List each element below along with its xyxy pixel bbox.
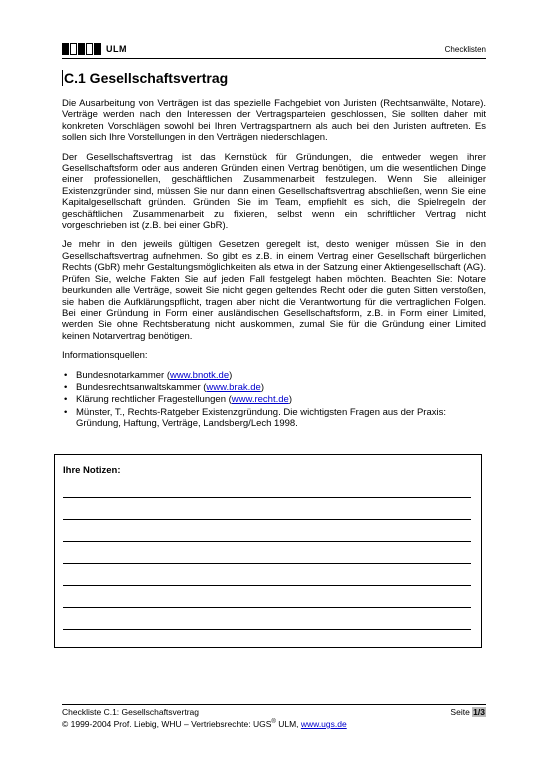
logo-text: ULM <box>106 44 127 54</box>
page-header <box>62 40 486 59</box>
footer-copyright: © 1999-2004 Prof. Liebig, WHU – Vertriebsrechte: UGS® ULM, www.ugs.de <box>62 718 347 729</box>
note-line <box>63 497 471 498</box>
source-link[interactable]: www.bnotk.de <box>169 369 230 381</box>
header-section-label: Checklisten <box>444 45 486 54</box>
note-line <box>63 541 471 542</box>
source-link[interactable]: www.brak.de <box>206 381 261 393</box>
source-link[interactable]: www.recht.de <box>231 394 289 406</box>
document-body <box>62 98 486 431</box>
note-line <box>63 607 471 608</box>
paragraph: Die Ausarbeitung von Verträgen ist das spezielle Fachgebiet von Juristen (Rechtsanwälte, Notare). Verträge werden nach den Interessen der Vertragsparteien geschlossen, Sie sollten daher mit konkreten Vorschlägen sowohl bei Ihren Vertragspartnern als auch bei den Juristen auftreten. Es sollen sich Ihre Vorstellungen in den Verträgen niederschlagen. <box>62 98 486 144</box>
ugs-logo <box>62 42 127 56</box>
notes-box <box>54 454 482 648</box>
notes-label: Ihre Notizen: <box>63 465 121 476</box>
page-title: C.1 Gesellschaftsvertrag <box>64 70 229 86</box>
logo-mark-icon <box>62 43 102 55</box>
list-item: • Bundesrechtsanwaltskammer (www.brak.de) <box>62 382 486 393</box>
note-line <box>63 585 471 586</box>
page-footer <box>62 704 486 729</box>
sources-label: Informationsquellen: <box>62 350 148 362</box>
note-line <box>63 519 471 520</box>
footer-doc-label: Checkliste C.1: Gesellschaftsvertrag <box>62 707 199 717</box>
footer-link[interactable]: www.ugs.de <box>300 718 347 729</box>
list-item: • Bundesnotarkammer (www.bnotk.de) <box>62 370 486 381</box>
paragraph: Der Gesellschaftsvertrag ist das Kernstück für Gründungen, die entweder wegen ihrer Gesellschaftsform oder aus anderen Gründen einen Vertrag benötigen, um die wesentlichen Dinge einer professionellen, geschäftlichen Zusammenarbeit festzulegen. Wenn Sie alleiniger Existenzgründer sind, müssen Sie nur dann einen Gesellschaftsvertrag abschließen, wenn Sie eine Kapitalgesellschaft gründen. Gründen Sie im Team, empfiehlt es sich, die Spielregeln der geschäftlichen Zusammenarbeit zu fixieren, selbst wenn ein schriftlicher Vertrag nicht vorgeschrieben ist (z.B. bei einer GbR). <box>62 151 486 232</box>
sources-list <box>62 370 486 430</box>
note-line <box>63 629 471 630</box>
note-line <box>63 563 471 564</box>
list-item: • Klärung rechtlicher Fragestellungen (www.recht.de) <box>62 394 486 405</box>
footer-page-number: Seite 1/3 <box>450 707 485 717</box>
paragraph: Je mehr in den jeweils gültigen Gesetzen geregelt ist, desto weniger müssen Sie in den Gesellschaftsvertrag aufnehmen. So gibt es z.B. in einem Vertrag einer Gesellschaft bürgerlichen Rechts (GbR) mehr Gestaltungsmöglichkeiten als etwa in der Satzung einer Aktiengesellschaft (AG). Prüfen Sie, welche Fakten Sie auf jeden Fall festgelegt haben möchten. Beachten Sie: Notare beurkunden alle Verträge, soweit Sie nicht gegen geltendes Recht oder die guten Sitten verstoßen, sie haben die Aufklärungspflicht, tragen aber nicht die Verantwortung für die vertraglichen Folgen. Bei einer Gründung in Form einer ausländischen Gesellschaftsform, z.B. in Form einer Limited, werden Sie ohne Rechtsberatung nicht auskommen, zumal Sie für die Gründung einer Limited keinen Notarvertrag benötigen. <box>62 239 486 342</box>
list-item: • Münster, T., Rechts-Ratgeber Existenzgründung. Die wichtigsten Fragen aus der Praxis: Gründung, Haftung, Verträge, Landsberg/Lech 1998. <box>62 407 486 430</box>
